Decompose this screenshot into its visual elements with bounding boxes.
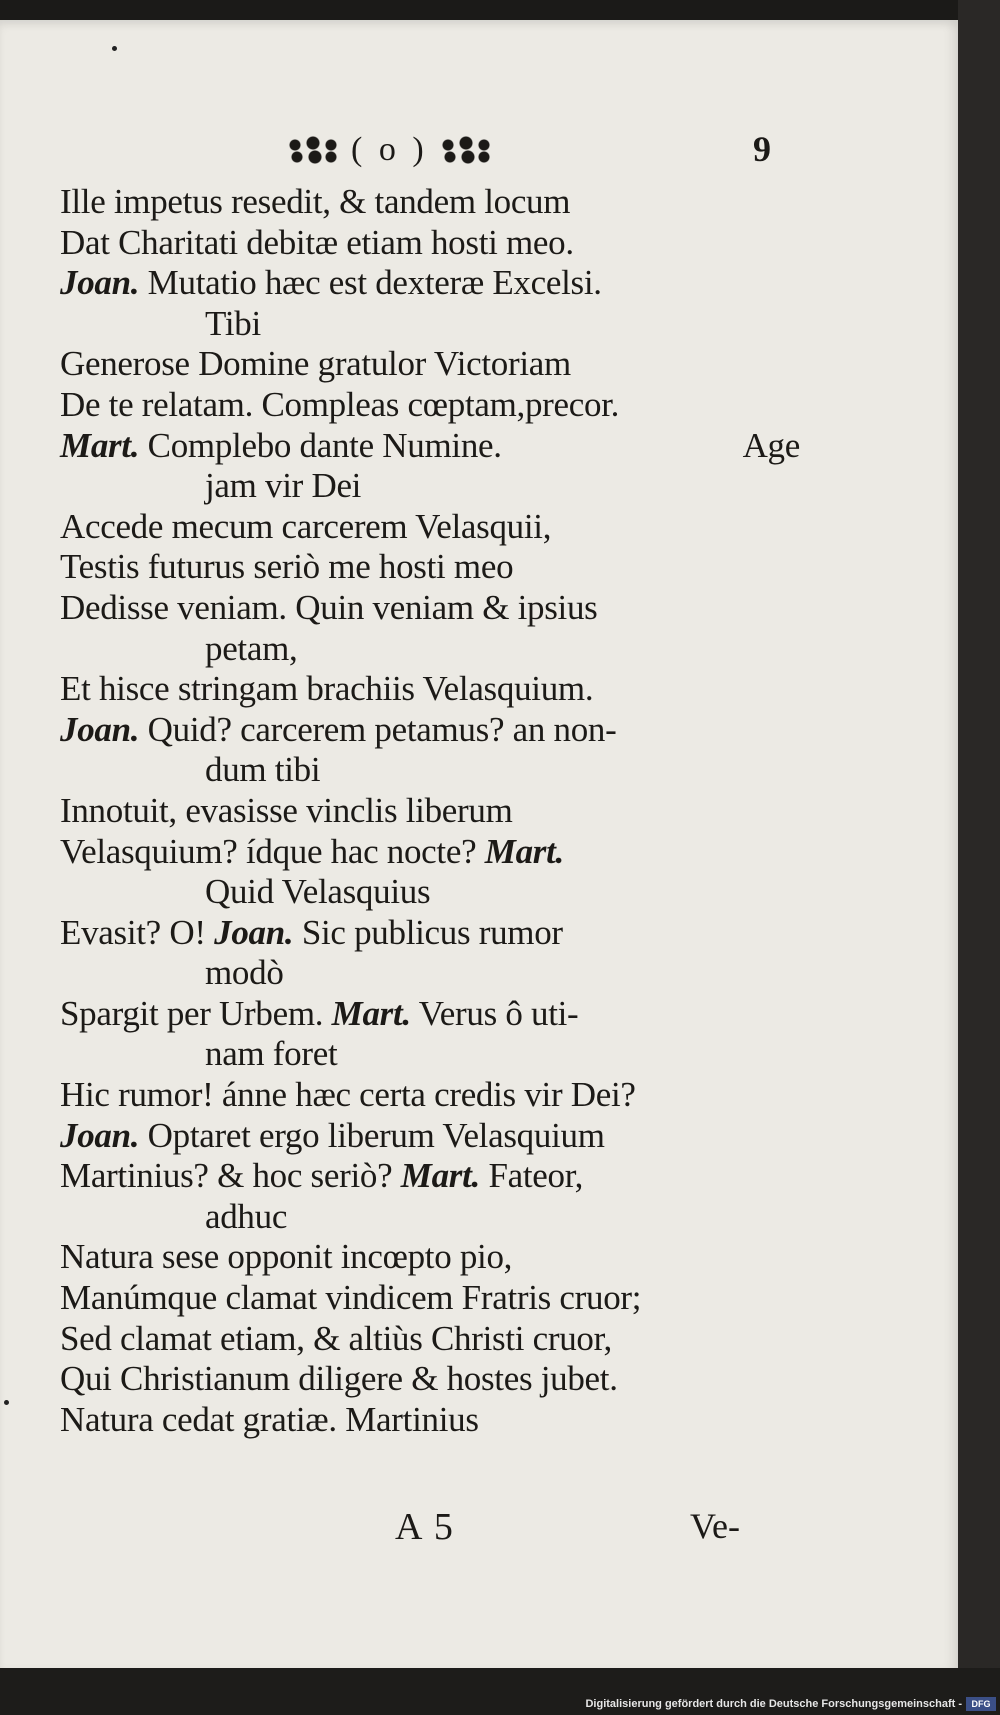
verse-text: Generose Domine gratulor Victoriam — [60, 344, 571, 384]
text-line — [60, 223, 800, 264]
text-line — [60, 1034, 800, 1075]
verse-text: jam vir Dei — [205, 466, 362, 506]
verse-text: Sic publicus rumor — [293, 912, 563, 952]
verse-text: Natura cedat gratiæ. Martinius — [60, 1399, 479, 1439]
text-line — [60, 385, 800, 426]
text-line — [60, 669, 800, 710]
verse-text: Velasquium? ídque hac nocte? — [60, 831, 485, 871]
signature-mark: A 5 — [395, 1506, 455, 1548]
text-line — [60, 629, 800, 670]
fleuron-right-icon — [438, 135, 494, 165]
fleuron-left-icon — [285, 135, 341, 165]
speaker-name: Joan. — [60, 263, 140, 303]
page-text-block — [60, 182, 800, 1440]
text-line — [60, 1075, 800, 1116]
text-line — [60, 426, 800, 467]
speaker-name: Mart. — [400, 1156, 480, 1196]
verse-text: Innotuit, evasisse vinclis liberum — [60, 790, 513, 830]
text-line — [60, 344, 800, 385]
verse-text: Quid? carcerem petamus? an non- — [139, 709, 617, 749]
verse-text: nam foret — [205, 1034, 338, 1074]
verse-text: Qui Christianum diligere & hostes jubet. — [60, 1359, 618, 1399]
verse-text: Natura sese opponit incœpto pio, — [60, 1237, 513, 1277]
text-line — [60, 263, 800, 304]
verse-text: Martinius? & hoc seriò? — [60, 1156, 401, 1196]
text-line — [60, 588, 800, 629]
verse-text: Quid Velasquius — [205, 872, 431, 912]
text-line — [60, 182, 800, 223]
text-line — [60, 832, 800, 873]
catchword: Ve- — [690, 1506, 740, 1546]
text-line — [60, 1156, 800, 1197]
scan-bottom-border — [0, 1668, 1000, 1715]
speaker-name: Mart. — [60, 425, 140, 465]
verse-text: Fateor, — [480, 1156, 584, 1196]
text-line — [60, 872, 800, 913]
speaker-name: Joan. — [60, 709, 140, 749]
text-line — [60, 1197, 800, 1238]
verse-text: Optaret ergo liberum Velasquium — [139, 1115, 605, 1155]
verse-text: petam, — [205, 628, 298, 668]
digitization-credit: Digitalisierung gefördert durch die Deutsche Forschungsgemeinschaft - — [585, 1698, 962, 1710]
text-line — [60, 913, 800, 954]
text-line — [60, 547, 800, 588]
text-line — [60, 1116, 800, 1157]
text-line — [60, 1359, 800, 1400]
text-line — [60, 750, 800, 791]
verse-text: Ille impetus resedit, & tandem locum — [60, 182, 571, 221]
page-header-ornament — [285, 130, 494, 170]
page-number: 9 — [753, 129, 771, 169]
text-line — [60, 953, 800, 994]
text-line — [60, 1319, 800, 1360]
text-line — [60, 1400, 800, 1441]
header-center-ornament: ( o ) — [351, 131, 428, 168]
verse-text: Dedisse veniam. Quin veniam & ipsius — [60, 587, 598, 627]
text-line — [60, 466, 800, 507]
verse-text-right: Age — [742, 425, 800, 465]
speaker-name: Joan. — [214, 912, 294, 952]
text-line — [60, 791, 800, 832]
verse-text: De te relatam. Compleas cœptam,precor. — [60, 384, 620, 424]
verse-text: dum tibi — [205, 750, 321, 790]
text-line — [60, 304, 800, 345]
verse-text: Sed clamat etiam, & altiùs Christi cruor, — [60, 1318, 613, 1358]
text-line — [60, 507, 800, 548]
verse-text: adhuc — [205, 1196, 288, 1236]
scan-top-border — [0, 0, 1000, 22]
verse-text: Manúmque clamat vindicem Fratris cruor; — [60, 1278, 642, 1318]
dfg-logo-icon: DFG — [966, 1697, 996, 1711]
verse-text: Testis futurus seriò me hosti meo — [60, 547, 514, 587]
verse-text: Spargit per Urbem. — [60, 993, 332, 1033]
verse-text: Mutatio hæc est dexteræ Excelsi. — [139, 263, 602, 303]
speaker-name: Mart. — [484, 831, 564, 871]
verse-text: Dat Charitati debitæ etiam hosti meo. — [60, 222, 574, 262]
verse-text: Verus ô uti- — [410, 993, 579, 1033]
verse-text: Tibi — [205, 303, 261, 343]
scan-right-border — [958, 0, 1000, 1690]
verse-text: Complebo dante Numine. — [139, 425, 502, 465]
speaker-name: Joan. — [60, 1115, 140, 1155]
text-line — [60, 994, 800, 1035]
verse-text: Accede mecum carcerem Velasquii, — [60, 506, 552, 546]
verse-text: Hic rumor! ánne hæc certa credis vir Dei? — [60, 1075, 636, 1115]
verse-text: Et hisce stringam brachiis Velasquium. — [60, 669, 594, 709]
ink-speck — [4, 1400, 9, 1405]
speaker-name: Mart. — [331, 993, 411, 1033]
verse-text: Evasit? O! — [60, 912, 215, 952]
text-line — [60, 1278, 800, 1319]
ink-speck — [112, 46, 117, 51]
verse-text: modò — [205, 953, 284, 993]
text-line — [60, 1237, 800, 1278]
text-line — [60, 710, 800, 751]
